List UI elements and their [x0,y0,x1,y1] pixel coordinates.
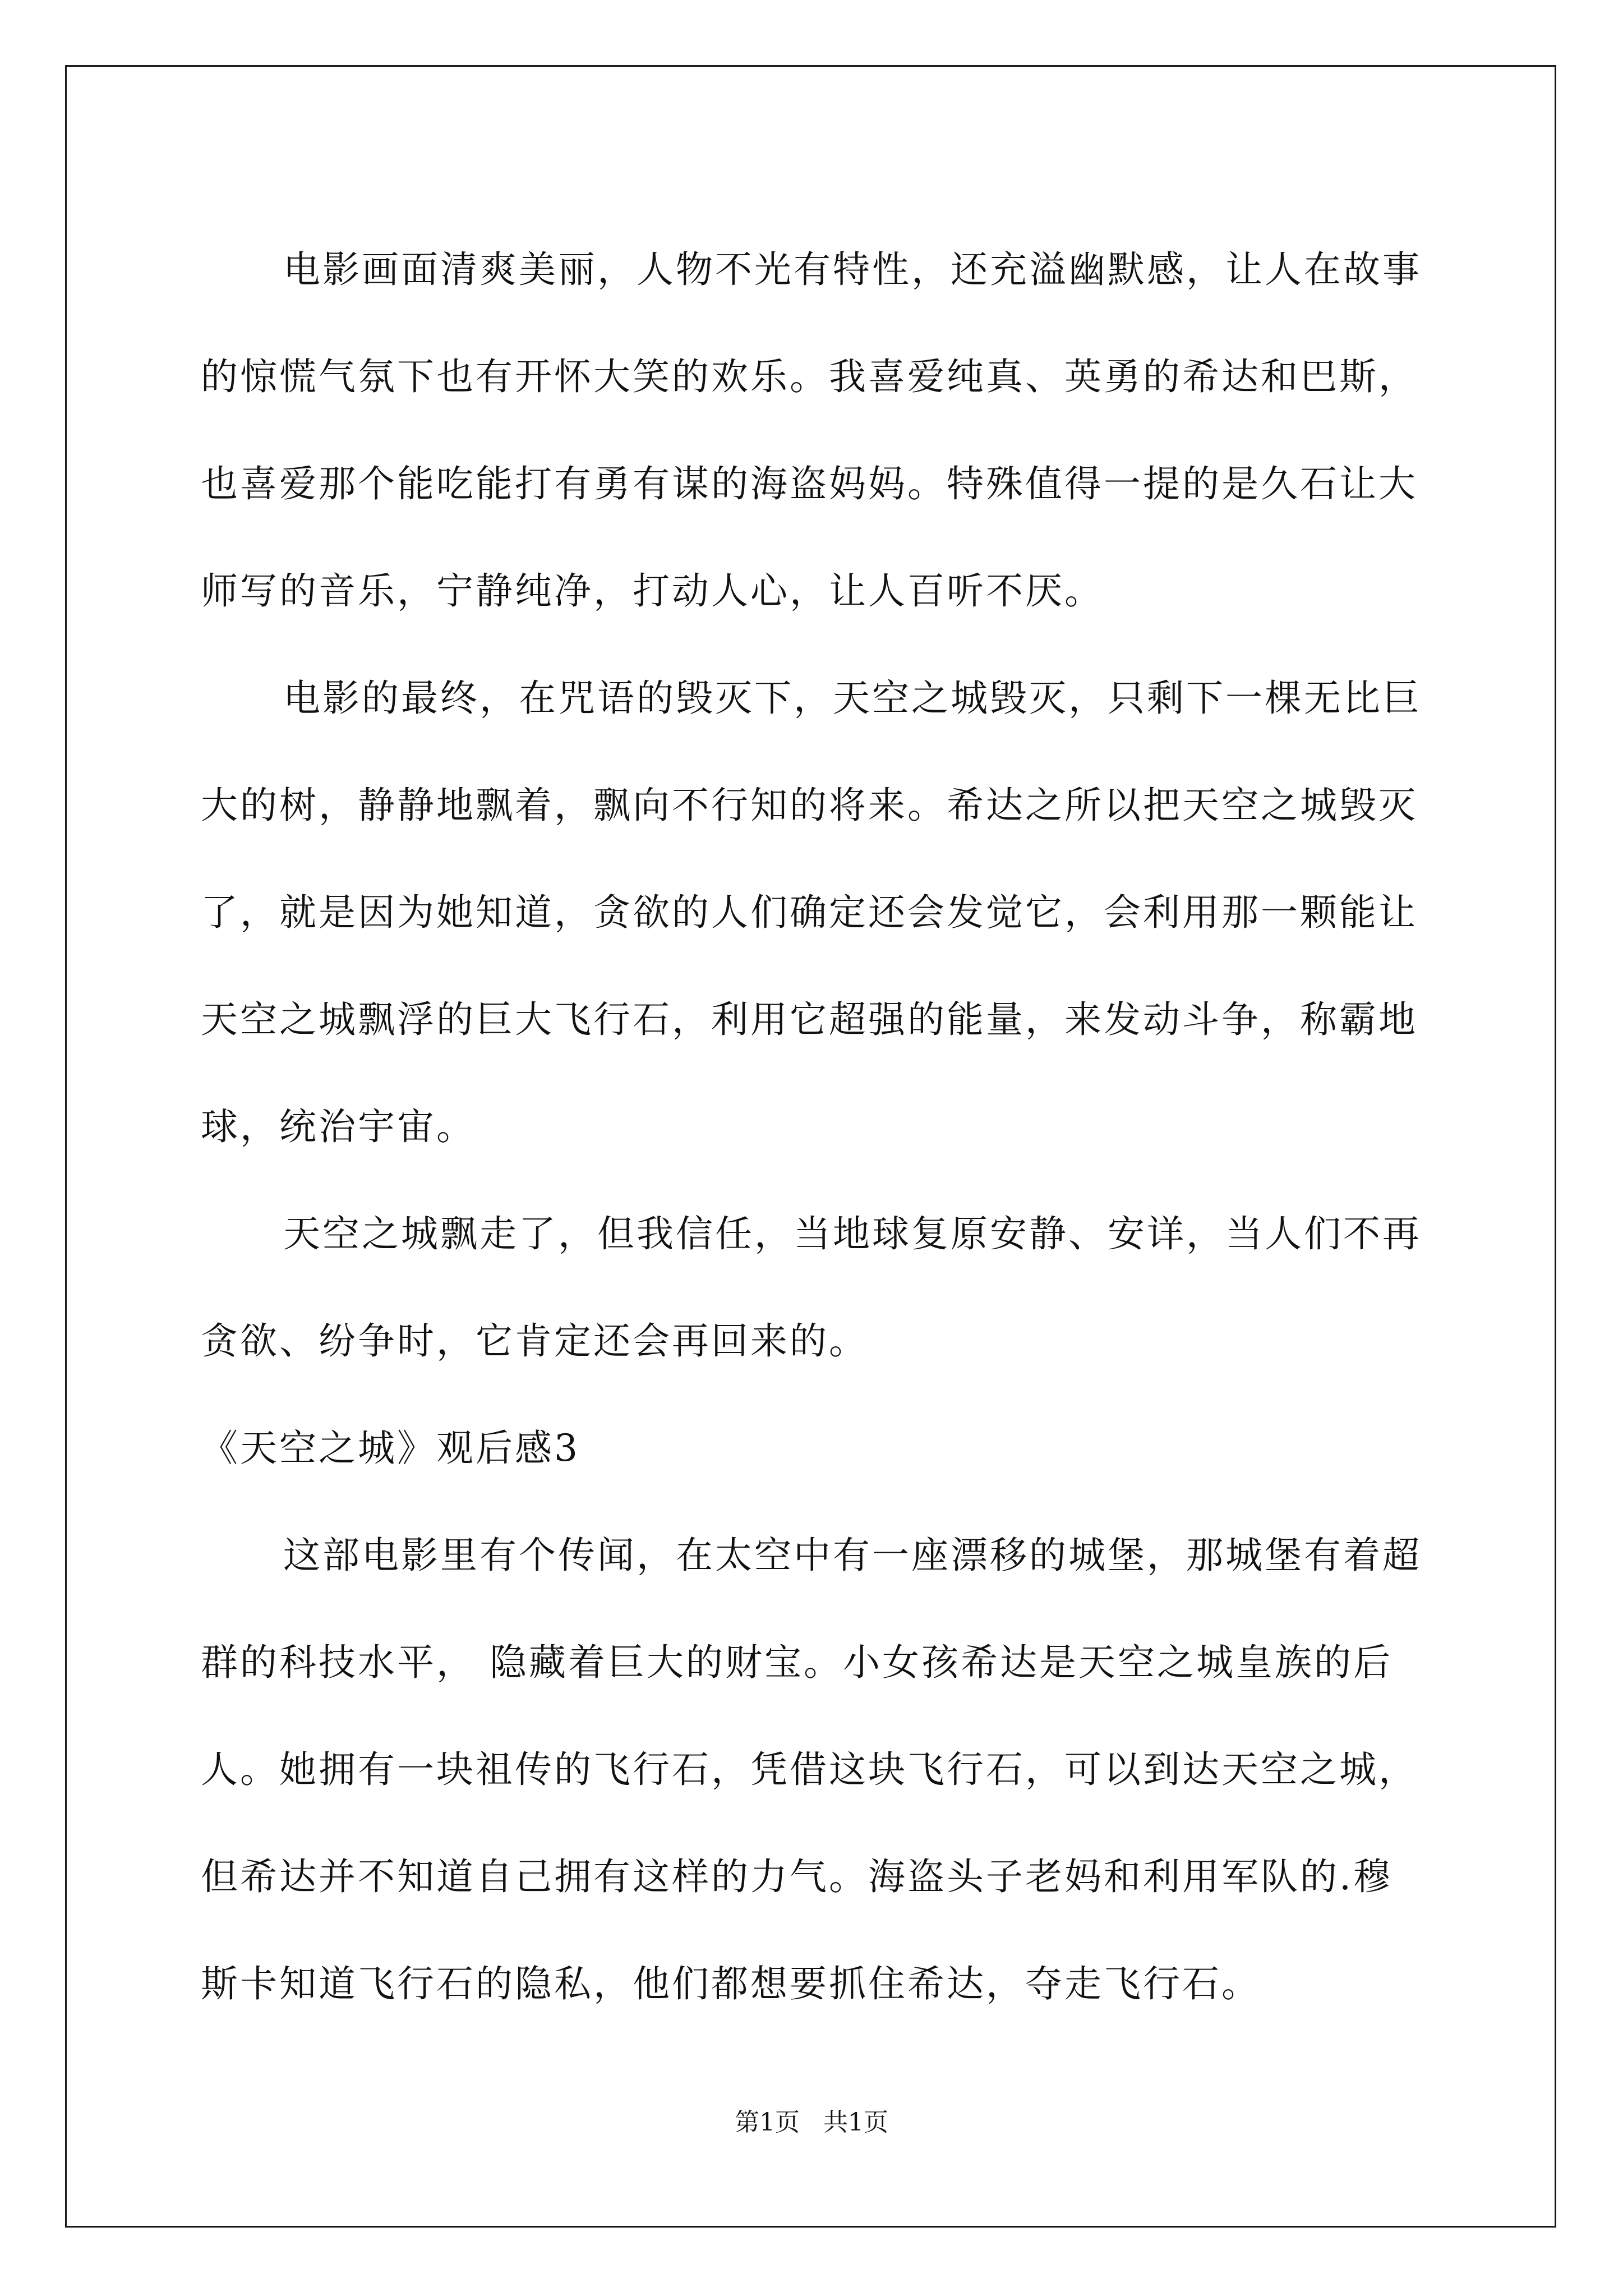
document-body [201,216,1423,2037]
page-footer [0,2106,1623,2139]
paragraph-3: 天空之城飘走了，但我信任，当地球复原安静、安详，当人们不再贪欲、纷争时，它肯定还会再回来的。 [201,1212,1422,1363]
paragraph-4: 这部电影里有个传闻，在太空中有一座漂移的城堡，那城堡有着超群的科技水平， 隐藏着巨大的财宝。小女孩希达是天空之城皇族的后人。她拥有一块祖传的飞行石，凭借这块飞行石，可以到达天空之城，但希达并不知道自己拥有这样的力气。海盗头子老妈和利用军队的.穆斯卡知道飞行石的隐私，他们都想要抓住希达，夺走飞行石。 [201,1534,1422,2005]
paragraph-2: 电影的最终，在咒语的毁灭下，天空之城毁灭，只剩下一棵无比巨大的树，静静地飘着，飘向不行知的将来。希达之所以把天空之城毁灭了，就是因为她知道，贪欲的人们确定还会发觉它，会利用那一颗能让天空之城飘浮的巨大飞行石，利用它超强的能量，来发动斗争，称霸地球，统治宇宙。 [201,677,1422,1148]
page-total: 共1页 [823,2108,888,2137]
paragraph-1: 电影画面清爽美丽，人物不光有特性，还充溢幽默感，让人在故事的惊慌气氛下也有开怀大笑的欢乐。我喜爱纯真、英勇的希达和巴斯，也喜爱那个能吃能打有勇有谋的海盗妈妈。特殊值得一提的是久石让大师写的音乐，宁静纯净，打动人心，让人百听不厌。 [201,248,1422,613]
section-heading: 《天空之城》观后感3 [201,1427,580,1470]
page-number: 第1页 [735,2108,800,2137]
